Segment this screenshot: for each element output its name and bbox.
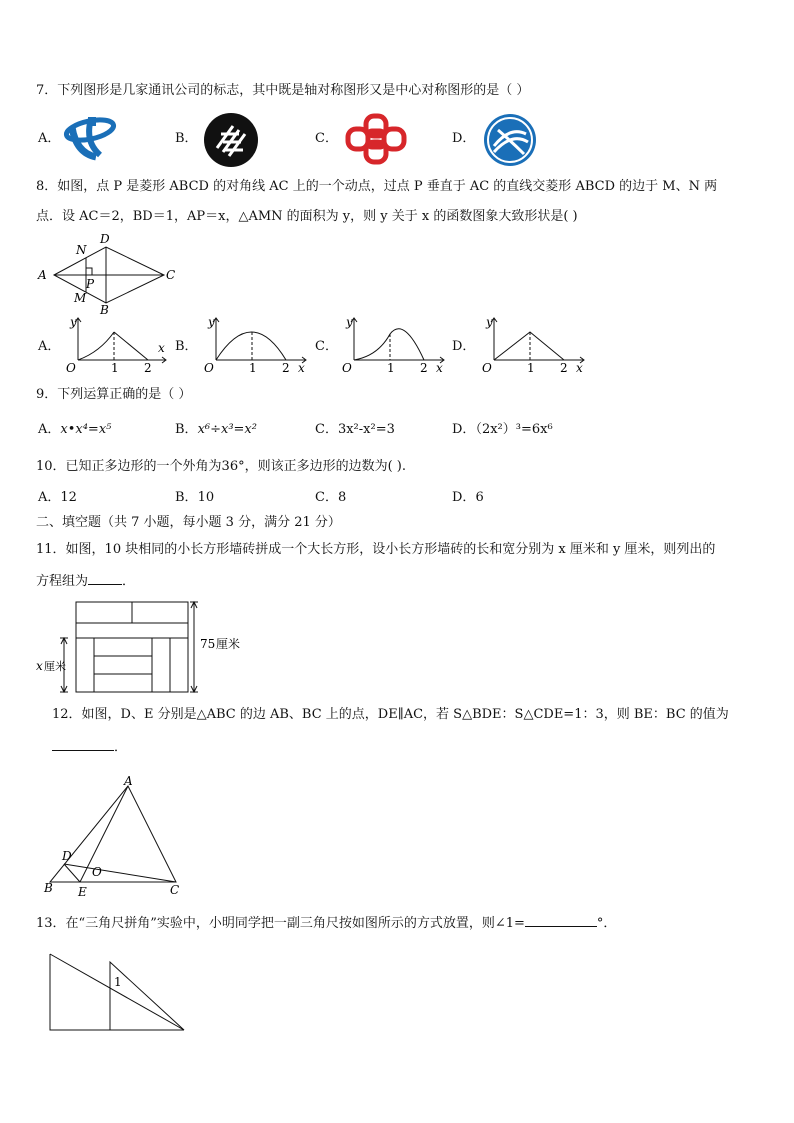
q8-option-b-label: B． xyxy=(175,339,198,354)
q10-stem: 10．已知正多边形的一个外角为36°，则该正多边形的边数为( ). xyxy=(36,459,406,474)
svg-text:2: 2 xyxy=(420,361,428,374)
set-square-figure xyxy=(44,950,194,1034)
svg-text:x: x xyxy=(298,361,305,374)
mobile-logo-icon xyxy=(482,112,538,168)
svg-text:1: 1 xyxy=(111,361,119,374)
q8-stem-line2: 点．设 AC＝2，BD＝1，AP＝x，△AMN 的面积为 y，则 y 关于 x 的函数图象大致形状是( ) xyxy=(36,209,578,224)
q7-option-a-label: A． xyxy=(38,131,61,146)
q13-stem: 13．在“三角尺拼角”实验中，小明同学把一副三角尺按如图所示的方式放置，则∠1= °． xyxy=(36,916,617,931)
q8-graph-b xyxy=(200,312,312,374)
svg-text:y: y xyxy=(486,315,493,329)
q7-stem: 7．下列图形是几家通讯公司的标志，其中既是轴对称图形又是中心对称图形的是（ ） xyxy=(36,83,530,98)
q8-graph-d xyxy=(478,312,590,374)
svg-text:O: O xyxy=(66,361,76,374)
q12-answer-blank[interactable] xyxy=(52,738,114,751)
svg-text:75: 75 xyxy=(200,637,216,651)
q11-stem-line1: 11．如图，10 块相同的小长方形墙砖拼成一个大长方形，设小长方形墙砖的长和宽分别为 x 厘米和 y 厘米，则列出的 xyxy=(36,542,716,557)
svg-text:B: B xyxy=(44,881,53,895)
q8-graph-a xyxy=(62,312,172,374)
svg-text:D: D xyxy=(62,849,72,863)
q8-option-c-label: C． xyxy=(315,339,338,354)
q7-option-b-label: B． xyxy=(175,131,198,146)
q9-option-c: C．3x²-x²=3 xyxy=(315,422,395,437)
q7-option-c-label: C． xyxy=(315,131,338,146)
label-P: P xyxy=(86,277,95,291)
q9-stem: 9．下列运算正确的是（ ） xyxy=(36,387,192,402)
q8-stem-line1: 8．如图，点 P 是菱形 ABCD 的对角线 AC 上的一个动点，过点 P 垂直于 AC 的直线交菱形 ABCD 的边于 M、N 两 xyxy=(36,179,718,194)
label-M: M xyxy=(74,291,87,305)
svg-text:O: O xyxy=(92,865,102,879)
svg-text:y: y xyxy=(70,315,77,329)
q9-option-b: B．x⁶÷x³=x² xyxy=(175,422,257,437)
q12-stem-line2: ． xyxy=(52,738,127,757)
svg-text:x: x xyxy=(576,361,583,374)
svg-text:厘米: 厘米 xyxy=(44,660,66,673)
q12-stem-line1: 12．如图，D、E 分别是△ABC 的边 AB、BC 上的点，DE∥AC，若 S△BDE：S△CDE=1：3，则 BE：BC 的值为 xyxy=(52,707,729,722)
label-A: A xyxy=(38,268,47,282)
svg-text:2: 2 xyxy=(282,361,290,374)
q10-option-c: C．8 xyxy=(315,490,347,505)
q11-answer-blank[interactable] xyxy=(88,572,122,585)
q10-option-d: D．6 xyxy=(452,490,484,505)
section-heading: 二、填空题（共 7 小题，每小题 3 分，满分 21 分） xyxy=(36,515,341,530)
q7-option-d-label: D． xyxy=(452,131,476,146)
label-C: C xyxy=(166,268,176,282)
svg-text:1: 1 xyxy=(527,361,535,374)
label-D: D xyxy=(100,232,110,246)
unicom-knot-logo-icon xyxy=(342,112,410,166)
svg-text:厘米: 厘米 xyxy=(216,637,241,651)
q13-answer-blank[interactable] xyxy=(525,914,597,927)
svg-text:2: 2 xyxy=(144,361,152,374)
svg-text:y: y xyxy=(208,315,215,329)
svg-text:y: y xyxy=(346,315,353,329)
svg-text:C: C xyxy=(170,883,180,897)
triangle-abc-figure xyxy=(40,776,190,898)
svg-text:x: x xyxy=(436,361,443,374)
label-B: B xyxy=(100,303,109,317)
q8-graph-c xyxy=(338,312,450,374)
netcom-logo-icon xyxy=(203,112,259,168)
rhombus-figure xyxy=(34,232,184,318)
q11-stem-line2: 方程组为 ． xyxy=(36,574,136,589)
svg-text:1: 1 xyxy=(387,361,395,374)
q9-option-d: D．（2x²）³=6x⁶ xyxy=(452,422,553,437)
svg-text:O: O xyxy=(204,361,214,374)
svg-text:O: O xyxy=(482,361,492,374)
telecom-logo-icon xyxy=(62,113,118,163)
svg-text:A: A xyxy=(124,776,133,788)
q8-option-a-label: A． xyxy=(38,339,61,354)
q10-option-a: A．12 xyxy=(38,490,77,505)
svg-text:1: 1 xyxy=(249,361,257,374)
label-N: N xyxy=(76,243,87,257)
brick-wall-figure xyxy=(34,596,244,696)
svg-text:O: O xyxy=(342,361,352,374)
svg-text:x: x xyxy=(36,659,43,673)
q9-option-a: A．x•x⁴=x⁵ xyxy=(38,422,112,437)
svg-text:1: 1 xyxy=(114,975,122,989)
svg-text:2: 2 xyxy=(560,361,568,374)
q8-option-d-label: D． xyxy=(452,339,476,354)
svg-text:E: E xyxy=(78,885,87,898)
q10-option-b: B．10 xyxy=(175,490,215,505)
svg-text:x: x xyxy=(158,341,165,355)
